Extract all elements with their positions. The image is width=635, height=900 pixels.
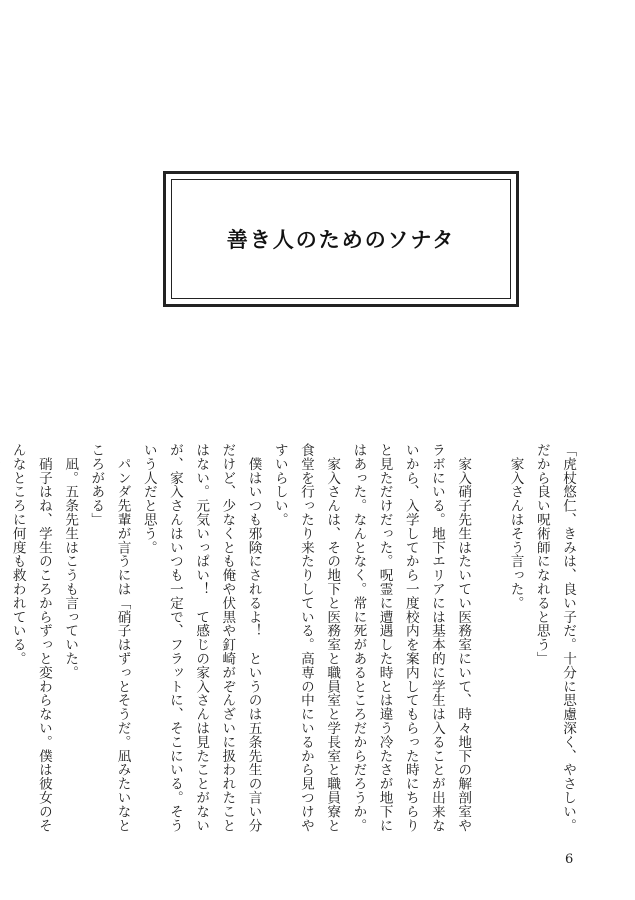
text-line: 硝子はね、学生のころからずっと変わらない。僕は彼女のそ [35,443,52,833]
body-text [0,443,581,833]
text-line: パンダ先輩が言うには「硝子はずっとそうだ。凪みたいなと [114,443,131,833]
text-line: 食堂を行ったり来たりしている。高専の中にいるから見つけや [297,443,314,833]
text-line: すいらしい。 [271,443,288,527]
page-number: 6 [565,852,574,867]
text-line: 僕はいつも邪険にされるよ！ というのは五条先生の言い分 [245,443,262,833]
text-line: ころがある」 [88,443,105,527]
text-line: んなところに何度も救われている。 [9,443,26,666]
text-line: と見ただけだった。呪霊に遭遇した時とは違う冷たさが地下に [376,443,393,833]
text-line: はない。元気いっぱい！ て感じの家入さんは見たことがない [193,443,210,833]
chapter-title: 善き人のためのソナタ [226,228,456,252]
text-line: はあった。なんとなく。常に死があるところだからだろうか。 [350,443,367,833]
title-frame [163,171,519,307]
text-line: ラボにいる。地下エリアには基本的に学生は入ることが出来な [428,443,445,833]
text-line [0,443,5,823]
text-line: いから、入学してから一度校内を案内してもらった時にちらり [402,443,419,833]
text-line: 凪。五条先生はこうも言っていた。 [62,443,79,680]
text-line: だから良い呪術師になれると思う」 [533,443,550,666]
text-line: 「虎杖悠仁、きみは、良い子だ。十分に思慮深く、やさしい。 [560,443,576,833]
text-line: だけど、少なくとも俺や伏黒や釘崎がぞんざいに扱われたこと [219,443,236,833]
text-line: 家入さんはそう言った。 [507,443,524,610]
blank-line [476,443,502,823]
text-line: いう人だと思う。 [140,443,157,555]
text-line: 家入さんは、その地下と医務室と職員室と学長室と職員寮と [324,443,341,833]
title-frame-inner [171,179,511,299]
text-line: 家入硝子先生はたいてい医務室にいて、時々地下の解剖室や [455,443,472,833]
text-line: が、家入さんはいつも一定で、フラットに、そこにいる。そう [166,443,183,833]
